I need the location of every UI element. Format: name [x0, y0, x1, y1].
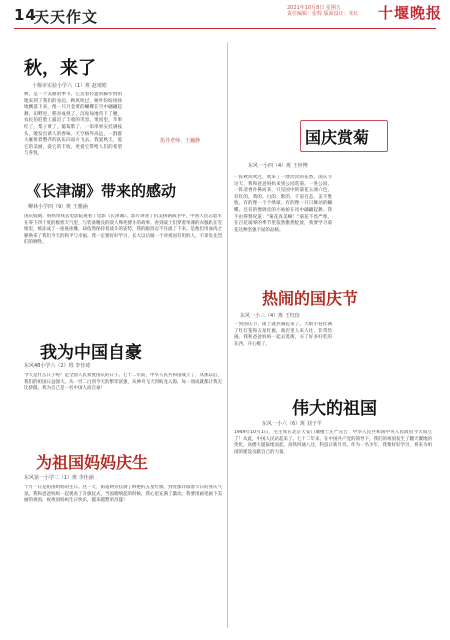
- article-byline-changjin: 柳林小学四（9）班 王雅涵: [28, 204, 88, 210]
- article-title-changjin: 《长津湖》带来的感动: [26, 182, 177, 200]
- article-title-great-motherland: 伟大的祖国: [292, 399, 377, 419]
- article-body-great-motherland: 1949年10月1日，毛主席在北京天安门城楼上庄严宣告：中华人民共和国中央人民政府今天成立了！从此，中国人民站起来了。七十二年来，在中国共产党的领导下，我们的祖国发生了翻天覆地的变化，高楼大厦拔地而起，高铁四通八达，科技日新月异。作为一名少年，我要好好学习，将来为祖国的建设贡献自己的力量。: [234, 430, 432, 455]
- article-body-chrysanthemum-cont: [336, 175, 434, 283]
- section-title: 天天作文: [34, 8, 99, 26]
- article-title-proud: 我为中国自豪: [40, 343, 142, 363]
- article-byline-birthday: 东风第一小学二（1）班 李佳涵: [24, 475, 94, 481]
- article-body-autumn-cont: [127, 92, 222, 136]
- article-byline-chrysanthemum: 东风一小四（4）班 王梓博: [248, 163, 308, 169]
- issue-editors: 责任编辑：张辉 版面设计：朱红: [287, 11, 359, 17]
- article-body-birthday: 十月一日是祖国妈妈的生日。这一天，街道两旁挂满了鲜艳的五星红旗，到处都洋溢着节日的喜庆气氛。我和爸爸妈妈一起观看了升旗仪式，当国歌响起的时候，我心里充满了激动。我要用画笔画下美丽的祖国，祝祖国妈妈生日快乐，越来越繁荣昌盛！: [24, 485, 222, 504]
- article-byline-proud: 东风48小学六（2）班 李佳琦: [24, 363, 91, 369]
- article-body-autumn: 秋，是一个美丽的季节，它迈着轻盈的脚步悄悄地来到了我们的身边。秋风吹过，树叶纷纷扬扬地飘落下来，像一只只金黄的蝴蝶在空中翩翩起舞。田野里，稻谷成熟了，沉甸甸地弯下了腰，农民伯伯脸上露出了丰收的笑容。果园里，苹果红了，梨子黄了，葡萄紫了，一串串果实挂满枝头，散发出诱人的香味。天空格外高远，一群群大雁排着整齐的队伍向南方飞去。我爱秋天，爱它的美丽，爱它的丰收，更爱它带给人们的希望与喜悦。: [24, 92, 122, 157]
- column-divider: [227, 42, 228, 628]
- page-number: 14: [14, 6, 37, 24]
- header-rule: [14, 28, 436, 29]
- article-byline-great-motherland: 东风一小六（6）班 刘子芊: [262, 421, 322, 427]
- article-body-chrysanthemum: 一阵秋风吹过，吹来了一缕淡淡的花香。国庆节这天，我和爸爸妈妈来到公园赏菊。一进公园，一阵清香扑鼻而来，只见园中的菊花五颜六色，有红的、黄的、白的、紫的，千姿百态，美不胜收。有的像一个个绣球，有的像一只只舞动的蝴蝶，还有的像调皮的小姑娘在风中翩翩起舞。我不由得赞叹道：“菊花真美啊！”菊花不畏严寒，在百花凋零的季节里依然傲然绽放，我要学习菊花这种坚强不屈的品格。: [234, 175, 332, 233]
- article-byline-autumn: 十堰市实验小学六（1）班 赵靖皓: [32, 83, 107, 89]
- issue-date: 2021年10月8日 星期五: [287, 5, 341, 11]
- article-title-birthday: 为祖国妈妈庆生: [36, 453, 149, 472]
- page-header: [0, 0, 450, 30]
- article-title-autumn: 秋，来了: [24, 58, 96, 79]
- article-title-chrysanthemum: 国庆赏菊: [305, 128, 370, 147]
- article-body-national-day: 一到国庆节，街上就热闹起来了。大街小巷挂满了红灯笼和五星红旗，商店里人来人往，非常热闹。我和爸爸妈妈一起去逛街，买了好多好吃的东西，开心极了。: [234, 322, 332, 347]
- issue-meta: [287, 5, 359, 17]
- article-teacher-autumn: 指导老师：王巍静: [160, 138, 201, 144]
- article-body-national-day-cont: [336, 322, 434, 382]
- article-body-proud: 今天是什么日子呢？是全国人民欢度国庆的日子。七十二年前，中华人民共和国成立了，从那以后，我们的祖国日益强大。从一穷二白到今天的繁荣富强，从神舟飞天到蛟龙入海，每一项成就都让我无比骄傲。我为自己是一名中国人而自豪！: [24, 373, 222, 392]
- article-body-changjin: 国庆假期，妈妈带我去电影院观看了电影《长津湖》。影片讲述了抗美援朝战争中，中国人民志愿军在零下四十度的极寒天气里，与装备精良的敌人殊死搏斗的故事。看到战士们穿着单薄的衣服趴在雪地里，被冻成了一座座冰雕，却依然保持着战斗的姿势，我的眼泪忍不住流了下来。是他们用血肉之躯换来了我们今天的和平与幸福。我一定要好好学习，长大以后做一个对祖国有用的人，不辜负先烈们的牺牲。: [24, 214, 222, 246]
- article-title-national-day: 热闹的国庆节: [262, 289, 359, 308]
- newspaper-logo: 十堰晚报: [378, 4, 443, 22]
- article-byline-national-day: 东风一小三（4）班 王钰瑄: [240, 313, 300, 319]
